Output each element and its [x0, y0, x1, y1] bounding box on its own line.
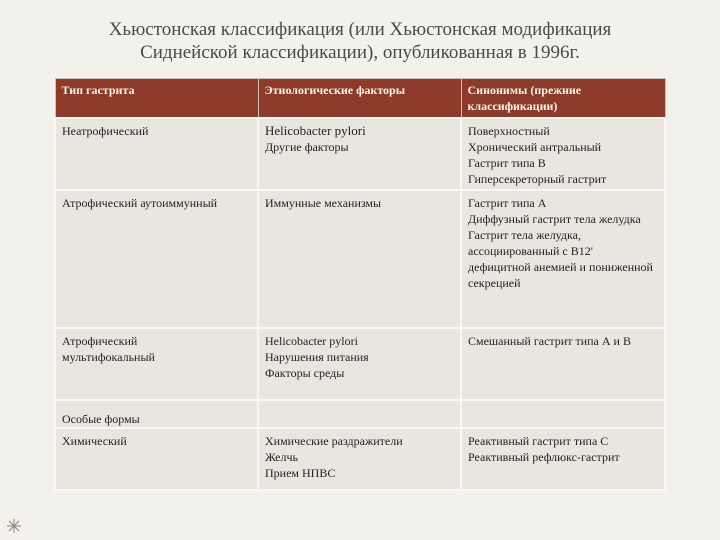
etiology-item: Helicobacter pylori: [265, 123, 366, 138]
cell-type: [55, 328, 258, 400]
cell-etiology: [258, 328, 461, 400]
synonym-item: Реактивный рефлюкс-гастрит: [468, 450, 620, 464]
cell-etiology: [258, 118, 461, 190]
synonym-item: Поверхностный: [468, 124, 550, 138]
type-text: Атрофический мультифокальный: [62, 334, 155, 364]
slide-corner-ornament-icon: [6, 518, 22, 534]
etiology-item: Желчь: [265, 450, 298, 464]
synonym-item: Реактивный гастрит типа С: [468, 434, 609, 448]
cell-etiology: [258, 428, 461, 490]
table-row: [55, 118, 665, 190]
cell-synonyms: [461, 118, 665, 190]
table-row: [55, 428, 665, 490]
type-text: Химический: [62, 434, 127, 448]
etiology-item: Факторы среды: [265, 366, 345, 380]
cell-type: [55, 118, 258, 190]
cell-type: [55, 428, 258, 490]
table-header-row: [55, 79, 665, 119]
cell-type: [55, 190, 258, 328]
section-title: Особые формы: [62, 412, 140, 426]
table-row: [55, 190, 665, 328]
cell-synonyms: [461, 190, 665, 328]
cell-synonyms: [461, 328, 665, 400]
cell-synonyms: [461, 428, 665, 490]
synonym-item: Гиперсекреторный гастрит: [468, 172, 607, 186]
table-row: [55, 328, 665, 400]
synonym-item: Диффузный гастрит тела желудка: [468, 212, 641, 226]
cell-empty: [258, 400, 461, 428]
synonym-item: Хронический антральный: [468, 140, 602, 154]
etiology-item: Химические раздражители: [265, 434, 403, 448]
etiology-item: Другие факторы: [265, 140, 349, 154]
synonym-item: Гастрит типа В: [468, 156, 546, 170]
type-text: Атрофический аутоиммунный: [62, 196, 218, 210]
cell-etiology: [258, 190, 461, 328]
section-row: [55, 400, 665, 428]
synonym-item: Гастрит тела желудка, ассоциированный с В12' дефицитной анемией и пониженной секрецией: [468, 228, 653, 290]
etiology-item: Нарушения питания: [265, 350, 369, 364]
classification-table: [54, 78, 666, 491]
page-title: [40, 18, 680, 64]
synonym-item: Смешанный гастрит типа А и В: [468, 334, 631, 348]
type-text: Неатрофический: [62, 124, 149, 138]
header-etiology: Этиологические факторы: [258, 79, 461, 119]
cell-empty: [461, 400, 665, 428]
etiology-item: Helicobacter pylori: [265, 334, 358, 348]
cell-section: [55, 400, 258, 428]
title-line-2: Сиднейской классификации), опубликованная в 1996г.: [140, 42, 580, 63]
etiology-item: Прием НПВС: [265, 466, 336, 480]
etiology-item: Иммунные механизмы: [265, 196, 382, 210]
header-synonyms: Синонимы (прежние классификации): [461, 79, 665, 119]
title-line-1: Хьюстонская классификация (или Хьюстонская модификация: [108, 19, 612, 40]
header-gastritis-type: Тип гастрита: [55, 79, 258, 119]
synonym-item: Гастрит типа А: [468, 196, 547, 210]
